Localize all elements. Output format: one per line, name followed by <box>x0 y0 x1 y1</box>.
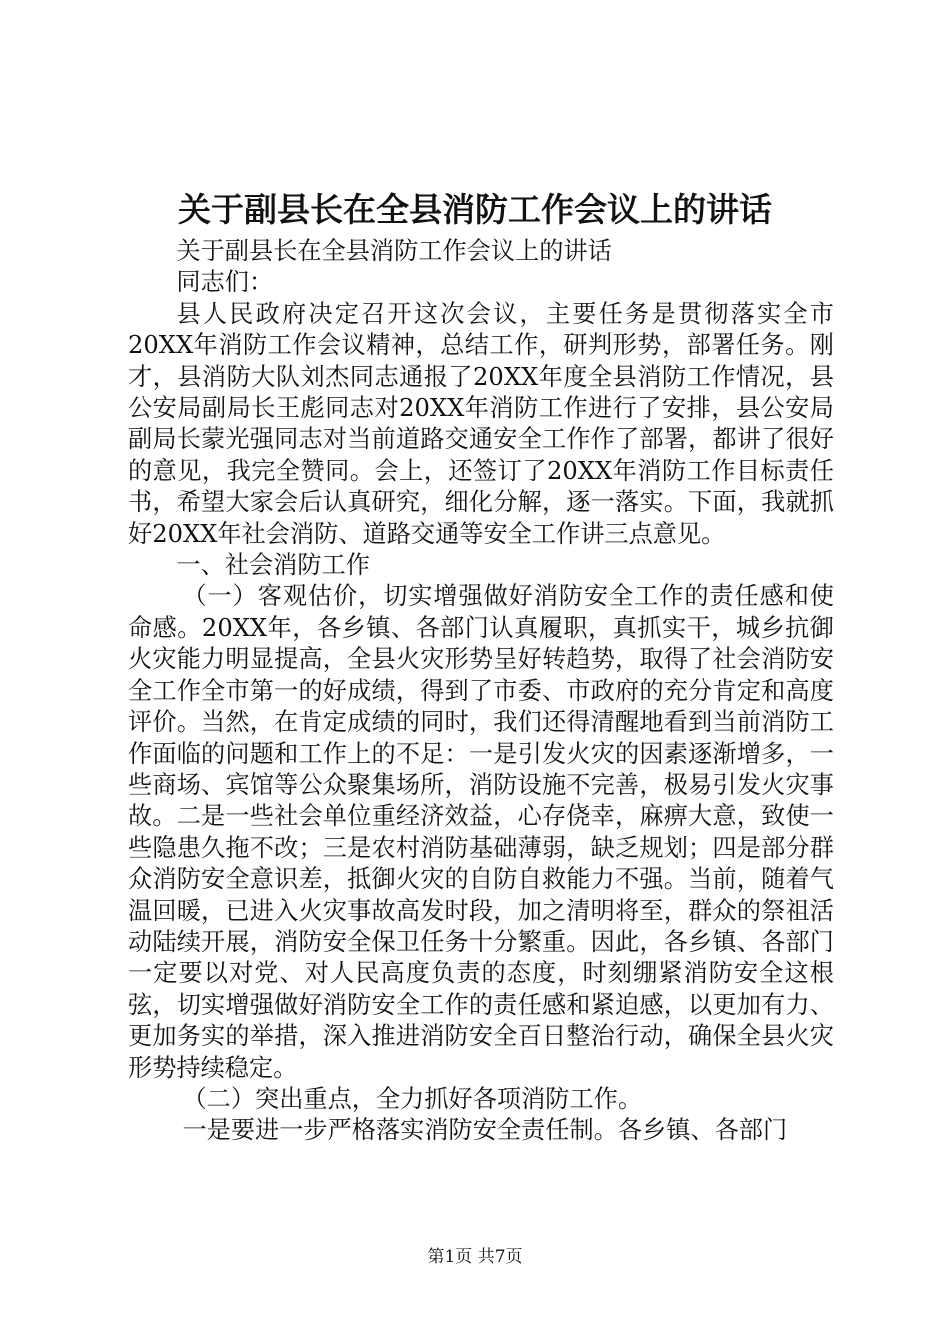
salutation: 同志们： <box>176 268 274 297</box>
document-subtitle: 关于副县长在全县消防工作会议上的讲话 <box>176 237 612 265</box>
document-body <box>128 236 834 1147</box>
paragraph-responsibility: 一是要进一步严格落实消防安全责任制。各乡镇、各部门 <box>182 1116 788 1145</box>
document-title: 关于副县长在全县消防工作会议上的讲话 <box>178 190 772 229</box>
page-footer <box>0 1245 950 1269</box>
paragraph-assessment: （一）客观估价，切实增强做好消防安全工作的责任感和使命感。20XX年，各乡镇、各部门认真履职，真抓实干，城乡抗御火灾能力明显提高，全县火灾形势呈好转趋势，取得了社会消防安全工作全市第一的好成绩，得到了市委、市政府的充分肯定和高度评价。当然，在肯定成绩的同时，我们还得清醒地看到当前消防工作面临的问题和工作上的不足：一是引发火灾的因素逐渐增多，一些商场、宾馆等公众聚集场所，消防设施不完善，极易引发火灾事故。二是一些社会单位重经济效益，心存侥幸，麻痹大意，致使一些隐患久拖不改；三是农村消防基础薄弱，缺乏规划；四是部分群众消防安全意识差，抵御火灾的自防自救能力不强。当前，随着气温回暖，已进入火灾事故高发时段，加之清明将至，群众的祭祖活动陆续开展，消防安全保卫任务十分繁重。因此，各乡镇、各部门一定要以对党、对人民高度负责的态度，时刻绷紧消防安全这根弦，切实增强做好消防安全工作的责任感和紧迫感，以更加有力、更加务实的举措，深入推进消防安全百日整治行动，确保全县火灾形势持续稳定。 <box>128 582 834 1082</box>
page-indicator: 第1页 共7页 <box>427 1247 523 1267</box>
section-heading-social-fire: 一、社会消防工作 <box>176 551 370 580</box>
subsection-heading-key-points: （二）突出重点，全力抓好各项消防工作。 <box>182 1084 643 1113</box>
paragraph-intro: 县人民政府决定召开这次会议，主要任务是贯彻落实全市20XX年消防工作会议精神，总结工作，研判形势，部署任务。刚才，县消防大队刘杰同志通报了20XX年度全县消防工作情况，县公安局副局长王彪同志对20XX年消防工作进行了安排，县公安局副局长蒙光强同志对当前道路交通安全工作作了部署，都讲了很好的意见，我完全赞同。会上，还签订了20XX年消防工作目标责任书，希望大家会后认真研究，细化分解，逐一落实。下面，我就抓好20XX年社会消防、道路交通等安全工作讲三点意见。 <box>128 299 834 548</box>
